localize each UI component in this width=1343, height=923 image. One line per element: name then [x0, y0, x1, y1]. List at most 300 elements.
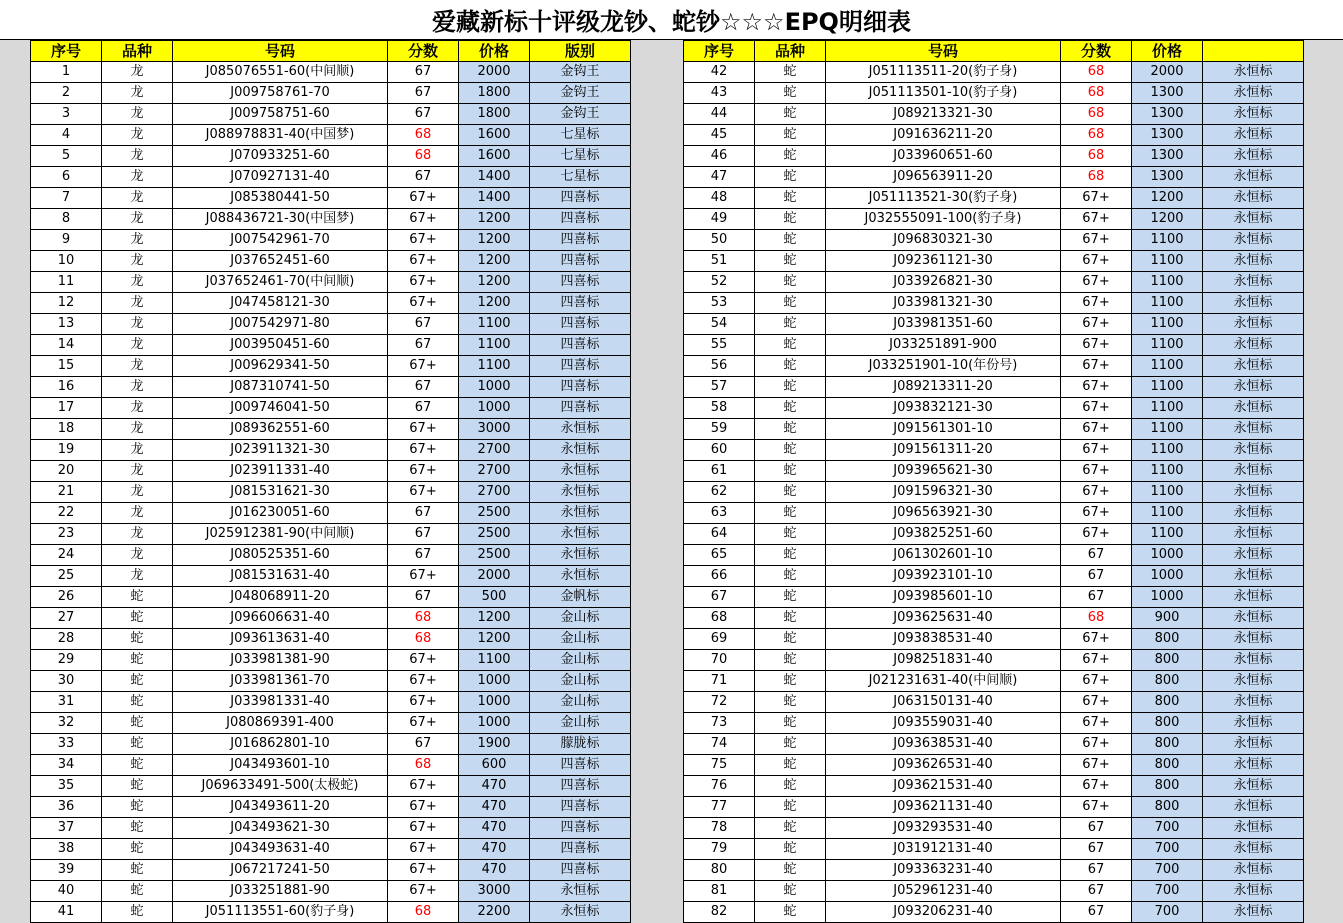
seq-cell: 24	[31, 545, 102, 566]
number-cell: J009629341-50	[173, 356, 388, 377]
table-row	[31, 818, 631, 839]
table-row	[684, 776, 1304, 797]
price-cell: 1200	[1132, 188, 1203, 209]
price-cell: 1800	[459, 104, 530, 125]
type-cell: 蛇	[102, 797, 173, 818]
version-cell: 永恒标	[1203, 860, 1304, 881]
number-cell: J085380441-50	[173, 188, 388, 209]
seq-cell: 77	[684, 797, 755, 818]
number-cell: J009746041-50	[173, 398, 388, 419]
seq-cell: 39	[31, 860, 102, 881]
version-cell: 永恒标	[1203, 398, 1304, 419]
number-cell: J023911321-30	[173, 440, 388, 461]
score-cell: 67+	[388, 566, 459, 587]
number-cell: J093206231-40	[826, 902, 1061, 923]
type-cell: 龙	[102, 188, 173, 209]
price-cell: 1800	[459, 83, 530, 104]
score-cell: 67	[1061, 902, 1132, 923]
score-cell: 67+	[388, 839, 459, 860]
type-cell: 蛇	[755, 650, 826, 671]
table-row	[684, 356, 1304, 377]
score-cell: 68	[1061, 125, 1132, 146]
number-cell: J088436721-30(中国梦)	[173, 209, 388, 230]
table-row	[684, 818, 1304, 839]
version-cell: 永恒标	[530, 524, 631, 545]
score-cell: 67+	[388, 293, 459, 314]
table-row	[684, 62, 1304, 83]
price-cell: 1100	[1132, 440, 1203, 461]
seq-cell: 11	[31, 272, 102, 293]
price-cell: 1900	[459, 734, 530, 755]
price-cell: 1300	[1132, 83, 1203, 104]
number-cell: J092361121-30	[826, 251, 1061, 272]
score-cell: 67+	[388, 818, 459, 839]
score-cell: 67+	[388, 188, 459, 209]
seq-cell: 42	[684, 62, 755, 83]
seq-cell: 70	[684, 650, 755, 671]
table-row	[31, 713, 631, 734]
seq-cell: 76	[684, 776, 755, 797]
price-cell: 900	[1132, 608, 1203, 629]
price-cell: 1600	[459, 146, 530, 167]
type-cell: 蛇	[755, 797, 826, 818]
number-cell: J025912381-90(中间顺)	[173, 524, 388, 545]
score-cell: 67+	[1061, 671, 1132, 692]
type-cell: 龙	[102, 356, 173, 377]
price-cell: 1100	[1132, 524, 1203, 545]
score-cell: 67+	[1061, 524, 1132, 545]
score-cell: 67+	[388, 776, 459, 797]
type-cell: 龙	[102, 482, 173, 503]
table-row	[31, 314, 631, 335]
type-cell: 龙	[102, 125, 173, 146]
version-cell: 四喜标	[530, 272, 631, 293]
number-cell: J032555091-100(豹子身)	[826, 209, 1061, 230]
table-row	[31, 167, 631, 188]
table-row	[31, 377, 631, 398]
table-row	[684, 713, 1304, 734]
seq-cell: 51	[684, 251, 755, 272]
type-cell: 蛇	[755, 209, 826, 230]
price-cell: 1200	[459, 293, 530, 314]
type-cell: 蛇	[102, 734, 173, 755]
table-row	[31, 629, 631, 650]
type-cell: 龙	[102, 503, 173, 524]
number-cell: J033981321-30	[826, 293, 1061, 314]
price-cell: 1100	[1132, 503, 1203, 524]
number-cell: J093965621-30	[826, 461, 1061, 482]
number-cell: J043493631-40	[173, 839, 388, 860]
version-cell: 七星标	[530, 146, 631, 167]
seq-cell: 74	[684, 734, 755, 755]
type-cell: 蛇	[755, 293, 826, 314]
price-cell: 1000	[1132, 587, 1203, 608]
table-row	[684, 209, 1304, 230]
number-cell: J021231631-40(中间顺)	[826, 671, 1061, 692]
score-cell: 67+	[1061, 377, 1132, 398]
seq-cell: 25	[31, 566, 102, 587]
price-cell: 470	[459, 776, 530, 797]
price-cell: 800	[1132, 671, 1203, 692]
score-cell: 67+	[1061, 503, 1132, 524]
price-cell: 1000	[459, 377, 530, 398]
type-cell: 蛇	[755, 251, 826, 272]
number-cell: J093985601-10	[826, 587, 1061, 608]
version-cell: 永恒标	[1203, 482, 1304, 503]
score-cell: 67	[388, 335, 459, 356]
price-cell: 2500	[459, 545, 530, 566]
version-cell: 金钩王	[530, 62, 631, 83]
version-cell: 永恒标	[1203, 524, 1304, 545]
type-cell: 蛇	[755, 902, 826, 923]
price-cell: 1100	[1132, 461, 1203, 482]
seq-cell: 57	[684, 377, 755, 398]
number-cell: J069633491-500(太极蛇)	[173, 776, 388, 797]
number-cell: J033926821-30	[826, 272, 1061, 293]
score-cell: 67	[388, 104, 459, 125]
score-cell: 67+	[388, 881, 459, 902]
seq-cell: 22	[31, 503, 102, 524]
seq-cell: 5	[31, 146, 102, 167]
version-cell: 永恒标	[1203, 83, 1304, 104]
version-cell: 永恒标	[1203, 104, 1304, 125]
version-cell: 永恒标	[1203, 440, 1304, 461]
score-cell: 67+	[388, 419, 459, 440]
seq-cell: 72	[684, 692, 755, 713]
number-cell: J093293531-40	[826, 818, 1061, 839]
number-cell: J033251901-10(年份号)	[826, 356, 1061, 377]
number-cell: J037652461-70(中间顺)	[173, 272, 388, 293]
type-cell: 蛇	[755, 398, 826, 419]
type-cell: 蛇	[755, 419, 826, 440]
seq-cell: 50	[684, 230, 755, 251]
type-cell: 蛇	[755, 608, 826, 629]
header-row	[684, 41, 1304, 62]
score-cell: 68	[388, 125, 459, 146]
number-cell: J061302601-10	[826, 545, 1061, 566]
table-row	[684, 734, 1304, 755]
price-cell: 1000	[459, 398, 530, 419]
seq-cell: 37	[31, 818, 102, 839]
column-header: 号码	[826, 41, 1061, 62]
number-cell: J093621131-40	[826, 797, 1061, 818]
left-table	[30, 40, 631, 923]
seq-cell: 40	[31, 881, 102, 902]
price-cell: 1000	[459, 692, 530, 713]
seq-cell: 6	[31, 167, 102, 188]
type-cell: 蛇	[755, 125, 826, 146]
type-cell: 龙	[102, 209, 173, 230]
table-row	[684, 881, 1304, 902]
version-cell: 永恒标	[1203, 167, 1304, 188]
score-cell: 67	[1061, 839, 1132, 860]
number-cell: J047458121-30	[173, 293, 388, 314]
score-cell: 67+	[1061, 356, 1132, 377]
number-cell: J096563921-30	[826, 503, 1061, 524]
column-header: 价格	[1132, 41, 1203, 62]
number-cell: J096606631-40	[173, 608, 388, 629]
table-row	[31, 692, 631, 713]
column-header: 品种	[755, 41, 826, 62]
score-cell: 67+	[1061, 734, 1132, 755]
score-cell: 67+	[1061, 251, 1132, 272]
price-cell: 600	[459, 755, 530, 776]
score-cell: 67+	[388, 251, 459, 272]
type-cell: 蛇	[755, 188, 826, 209]
type-cell: 蛇	[755, 503, 826, 524]
number-cell: J003950451-60	[173, 335, 388, 356]
seq-cell: 31	[31, 692, 102, 713]
score-cell: 67+	[1061, 692, 1132, 713]
seq-cell: 34	[31, 755, 102, 776]
version-cell: 金钩王	[530, 104, 631, 125]
table-row	[31, 755, 631, 776]
number-cell: J098251831-40	[826, 650, 1061, 671]
score-cell: 67	[1061, 860, 1132, 881]
version-cell: 永恒标	[1203, 776, 1304, 797]
score-cell: 67+	[1061, 776, 1132, 797]
version-cell: 永恒标	[1203, 629, 1304, 650]
version-cell: 永恒标	[1203, 377, 1304, 398]
type-cell: 龙	[102, 104, 173, 125]
number-cell: J052961231-40	[826, 881, 1061, 902]
version-cell: 金钩王	[530, 83, 631, 104]
table-row	[31, 902, 631, 923]
score-cell: 68	[388, 629, 459, 650]
table-row	[684, 482, 1304, 503]
type-cell: 蛇	[102, 671, 173, 692]
number-cell: J063150131-40	[826, 692, 1061, 713]
seq-cell: 17	[31, 398, 102, 419]
seq-cell: 13	[31, 314, 102, 335]
table-row	[31, 125, 631, 146]
price-cell: 3000	[459, 881, 530, 902]
type-cell: 蛇	[755, 734, 826, 755]
score-cell: 68	[1061, 146, 1132, 167]
version-cell: 四喜标	[530, 335, 631, 356]
price-cell: 1200	[459, 629, 530, 650]
table-row	[31, 839, 631, 860]
price-cell: 700	[1132, 860, 1203, 881]
price-cell: 2700	[459, 482, 530, 503]
score-cell: 68	[388, 755, 459, 776]
price-cell: 1100	[1132, 251, 1203, 272]
version-cell: 四喜标	[530, 230, 631, 251]
price-cell: 1600	[459, 125, 530, 146]
number-cell: J007542971-80	[173, 314, 388, 335]
type-cell: 蛇	[102, 776, 173, 797]
type-cell: 蛇	[102, 608, 173, 629]
score-cell: 67	[388, 587, 459, 608]
type-cell: 蛇	[755, 377, 826, 398]
price-cell: 1300	[1132, 167, 1203, 188]
table-row	[684, 524, 1304, 545]
table-row	[31, 671, 631, 692]
type-cell: 龙	[102, 272, 173, 293]
seq-cell: 4	[31, 125, 102, 146]
version-cell: 永恒标	[1203, 209, 1304, 230]
table-row	[31, 608, 631, 629]
table-row	[31, 230, 631, 251]
version-cell: 永恒标	[1203, 902, 1304, 923]
price-cell: 2500	[459, 503, 530, 524]
number-cell: J091636211-20	[826, 125, 1061, 146]
price-cell: 1100	[1132, 398, 1203, 419]
seq-cell: 68	[684, 608, 755, 629]
number-cell: J093626531-40	[826, 755, 1061, 776]
price-cell: 700	[1132, 839, 1203, 860]
header-row	[31, 41, 631, 62]
price-cell: 1000	[1132, 545, 1203, 566]
price-cell: 1200	[459, 608, 530, 629]
table-row	[31, 587, 631, 608]
seq-cell: 56	[684, 356, 755, 377]
seq-cell: 65	[684, 545, 755, 566]
table-row	[31, 419, 631, 440]
version-cell: 永恒标	[1203, 62, 1304, 83]
price-cell: 800	[1132, 776, 1203, 797]
score-cell: 68	[388, 146, 459, 167]
seq-cell: 43	[684, 83, 755, 104]
type-cell: 龙	[102, 230, 173, 251]
seq-cell: 63	[684, 503, 755, 524]
number-cell: J009758751-60	[173, 104, 388, 125]
number-cell: J009758761-70	[173, 83, 388, 104]
table-row	[684, 125, 1304, 146]
number-cell: J043493621-30	[173, 818, 388, 839]
type-cell: 龙	[102, 524, 173, 545]
number-cell: J033981351-60	[826, 314, 1061, 335]
seq-cell: 59	[684, 419, 755, 440]
version-cell: 四喜标	[530, 398, 631, 419]
column-header: 分数	[1061, 41, 1132, 62]
table-row	[684, 545, 1304, 566]
column-header: 序号	[684, 41, 755, 62]
type-cell: 蛇	[755, 881, 826, 902]
number-cell: J051113501-10(豹子身)	[826, 83, 1061, 104]
price-cell: 1100	[1132, 293, 1203, 314]
seq-cell: 23	[31, 524, 102, 545]
table-row	[31, 104, 631, 125]
number-cell: J089213321-30	[826, 104, 1061, 125]
price-cell: 1100	[1132, 482, 1203, 503]
price-cell: 1100	[1132, 230, 1203, 251]
type-cell: 蛇	[755, 755, 826, 776]
version-cell: 永恒标	[1203, 251, 1304, 272]
type-cell: 蛇	[755, 62, 826, 83]
table-row	[684, 902, 1304, 923]
price-cell: 800	[1132, 713, 1203, 734]
table-row	[684, 755, 1304, 776]
type-cell: 蛇	[102, 860, 173, 881]
score-cell: 67+	[1061, 314, 1132, 335]
score-cell: 68	[388, 902, 459, 923]
type-cell: 蛇	[755, 671, 826, 692]
type-cell: 蛇	[755, 272, 826, 293]
seq-cell: 26	[31, 587, 102, 608]
price-cell: 500	[459, 587, 530, 608]
type-cell: 蛇	[102, 650, 173, 671]
table-row	[684, 188, 1304, 209]
version-cell: 永恒标	[1203, 650, 1304, 671]
price-cell: 1100	[1132, 377, 1203, 398]
price-cell: 1200	[1132, 209, 1203, 230]
table-row	[684, 293, 1304, 314]
seq-cell: 10	[31, 251, 102, 272]
table-row	[31, 440, 631, 461]
price-cell: 1400	[459, 167, 530, 188]
score-cell: 67+	[1061, 230, 1132, 251]
version-cell: 四喜标	[530, 314, 631, 335]
version-cell: 金山标	[530, 608, 631, 629]
type-cell: 龙	[102, 62, 173, 83]
table-row	[31, 503, 631, 524]
number-cell: J091561311-20	[826, 440, 1061, 461]
type-cell: 蛇	[755, 713, 826, 734]
seq-cell: 45	[684, 125, 755, 146]
score-cell: 67+	[1061, 650, 1132, 671]
price-cell: 2700	[459, 440, 530, 461]
type-cell: 蛇	[755, 482, 826, 503]
seq-cell: 52	[684, 272, 755, 293]
number-cell: J091561301-10	[826, 419, 1061, 440]
seq-cell: 27	[31, 608, 102, 629]
seq-cell: 64	[684, 524, 755, 545]
number-cell: J033960651-60	[826, 146, 1061, 167]
table-row	[31, 335, 631, 356]
price-cell: 1300	[1132, 104, 1203, 125]
table-row	[31, 524, 631, 545]
version-cell: 永恒标	[1203, 839, 1304, 860]
type-cell: 龙	[102, 461, 173, 482]
table-row	[684, 650, 1304, 671]
version-cell: 金山标	[530, 671, 631, 692]
score-cell: 68	[1061, 608, 1132, 629]
type-cell: 龙	[102, 314, 173, 335]
type-cell: 龙	[102, 251, 173, 272]
number-cell: J070927131-40	[173, 167, 388, 188]
version-cell: 永恒标	[1203, 587, 1304, 608]
table-row	[684, 419, 1304, 440]
number-cell: J093613631-40	[173, 629, 388, 650]
table-row	[684, 608, 1304, 629]
version-cell: 四喜标	[530, 797, 631, 818]
number-cell: J033981361-70	[173, 671, 388, 692]
version-cell: 永恒标	[530, 419, 631, 440]
number-cell: J093559031-40	[826, 713, 1061, 734]
score-cell: 67+	[388, 482, 459, 503]
column-header: 版别	[530, 41, 631, 62]
type-cell: 蛇	[755, 167, 826, 188]
type-cell: 蛇	[755, 839, 826, 860]
type-cell: 蛇	[755, 461, 826, 482]
number-cell: J088978831-40(中国梦)	[173, 125, 388, 146]
seq-cell: 38	[31, 839, 102, 860]
score-cell: 68	[1061, 104, 1132, 125]
type-cell: 龙	[102, 146, 173, 167]
score-cell: 67+	[1061, 209, 1132, 230]
table-row	[684, 440, 1304, 461]
score-cell: 67+	[388, 356, 459, 377]
number-cell: J093363231-40	[826, 860, 1061, 881]
number-cell: J089213311-20	[826, 377, 1061, 398]
seq-cell: 81	[684, 881, 755, 902]
type-cell: 蛇	[102, 587, 173, 608]
table-row	[31, 650, 631, 671]
table-row	[31, 482, 631, 503]
price-cell: 800	[1132, 797, 1203, 818]
seq-cell: 14	[31, 335, 102, 356]
